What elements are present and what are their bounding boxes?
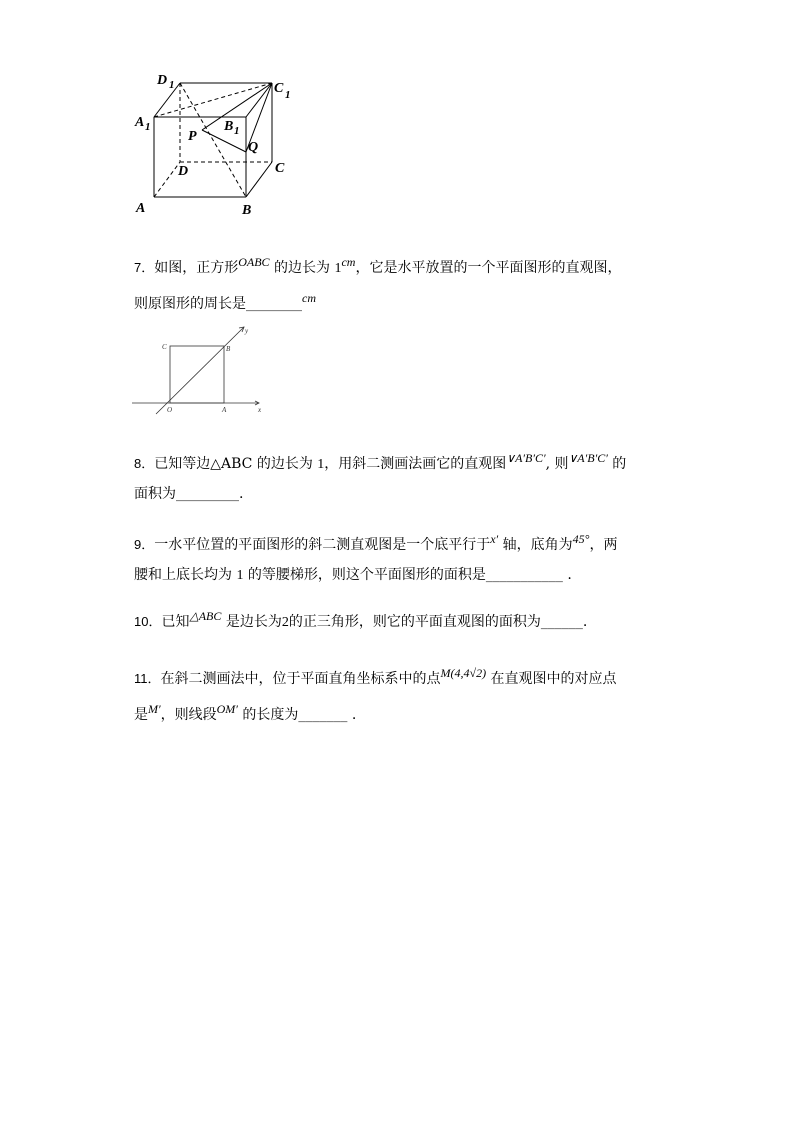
fig-label-x: x: [258, 406, 262, 414]
label-c: C: [275, 161, 285, 176]
label-c1-sub: 1: [285, 89, 291, 101]
fig-label-a: A: [222, 406, 227, 414]
edge-a1-d1: [154, 83, 180, 117]
question-8: [134, 444, 674, 509]
label-a: A: [136, 201, 146, 216]
label-a1: A: [135, 115, 145, 130]
label-d1: D: [157, 73, 168, 88]
question-11-line-2: 是M′，则线段OM′ 的长度为_______ .: [134, 702, 357, 723]
oblique-square-figure: [130, 324, 265, 416]
question-8-line-2: 面积为_________.: [134, 486, 244, 502]
fig-label-b: B: [226, 345, 231, 353]
question-7: [134, 248, 674, 319]
edge-a-d: [154, 162, 180, 197]
question-8-line-1: 8．已知等边△ABC 的边长为 1，用斜二测画法画它的直观图∨A′B′C′, 则∨A′B′C′ 的: [134, 451, 627, 472]
label-p: P: [188, 129, 197, 144]
label-b1-sub: 1: [234, 125, 240, 137]
question-7-line-2: 则原图形的周长是________cm: [134, 291, 316, 312]
label-a1-sub: 1: [145, 121, 151, 133]
fig-label-c: C: [162, 343, 167, 351]
question-9-line-1: 9．一水平位置的平面图形的斜二测直观图是一个底平行于x′ 轴，底角为45°，两: [134, 532, 618, 553]
label-c1: C: [274, 81, 284, 96]
fig-label-y: y: [245, 327, 249, 335]
label-b: B: [242, 203, 252, 218]
question-11-line-1: 11．在斜二测画法中，位于平面直角坐标系中的点M(4,4√2) 在直观图中的对应点: [134, 666, 617, 687]
question-10-line-1: 10．已知△ABC 是边长为2的正三角形，则它的平面直观图的面积为______.: [134, 609, 588, 630]
question-9-line-2: 腰和上底长均为 1 的等腰梯形，则这个平面图形的面积是___________ .: [134, 567, 572, 583]
question-11: [134, 659, 674, 730]
label-q: Q: [248, 140, 259, 155]
cube-figure: [130, 70, 300, 220]
seg-c1-p: [202, 83, 272, 130]
edge-b-c: [246, 162, 272, 197]
y-axis: [156, 327, 244, 414]
question-9: [134, 525, 674, 590]
question-10: [134, 602, 674, 637]
fig-label-o: O: [167, 406, 173, 414]
label-d: D: [178, 164, 189, 179]
label-b1: B: [224, 119, 234, 134]
edge-b1-c1: [246, 83, 272, 117]
label-d1-sub: 1: [169, 79, 175, 91]
question-7-line-1: 7．如图，正方形OABC 的边长为 1cm，它是水平放置的一个平面图形的直观图，: [134, 255, 622, 276]
